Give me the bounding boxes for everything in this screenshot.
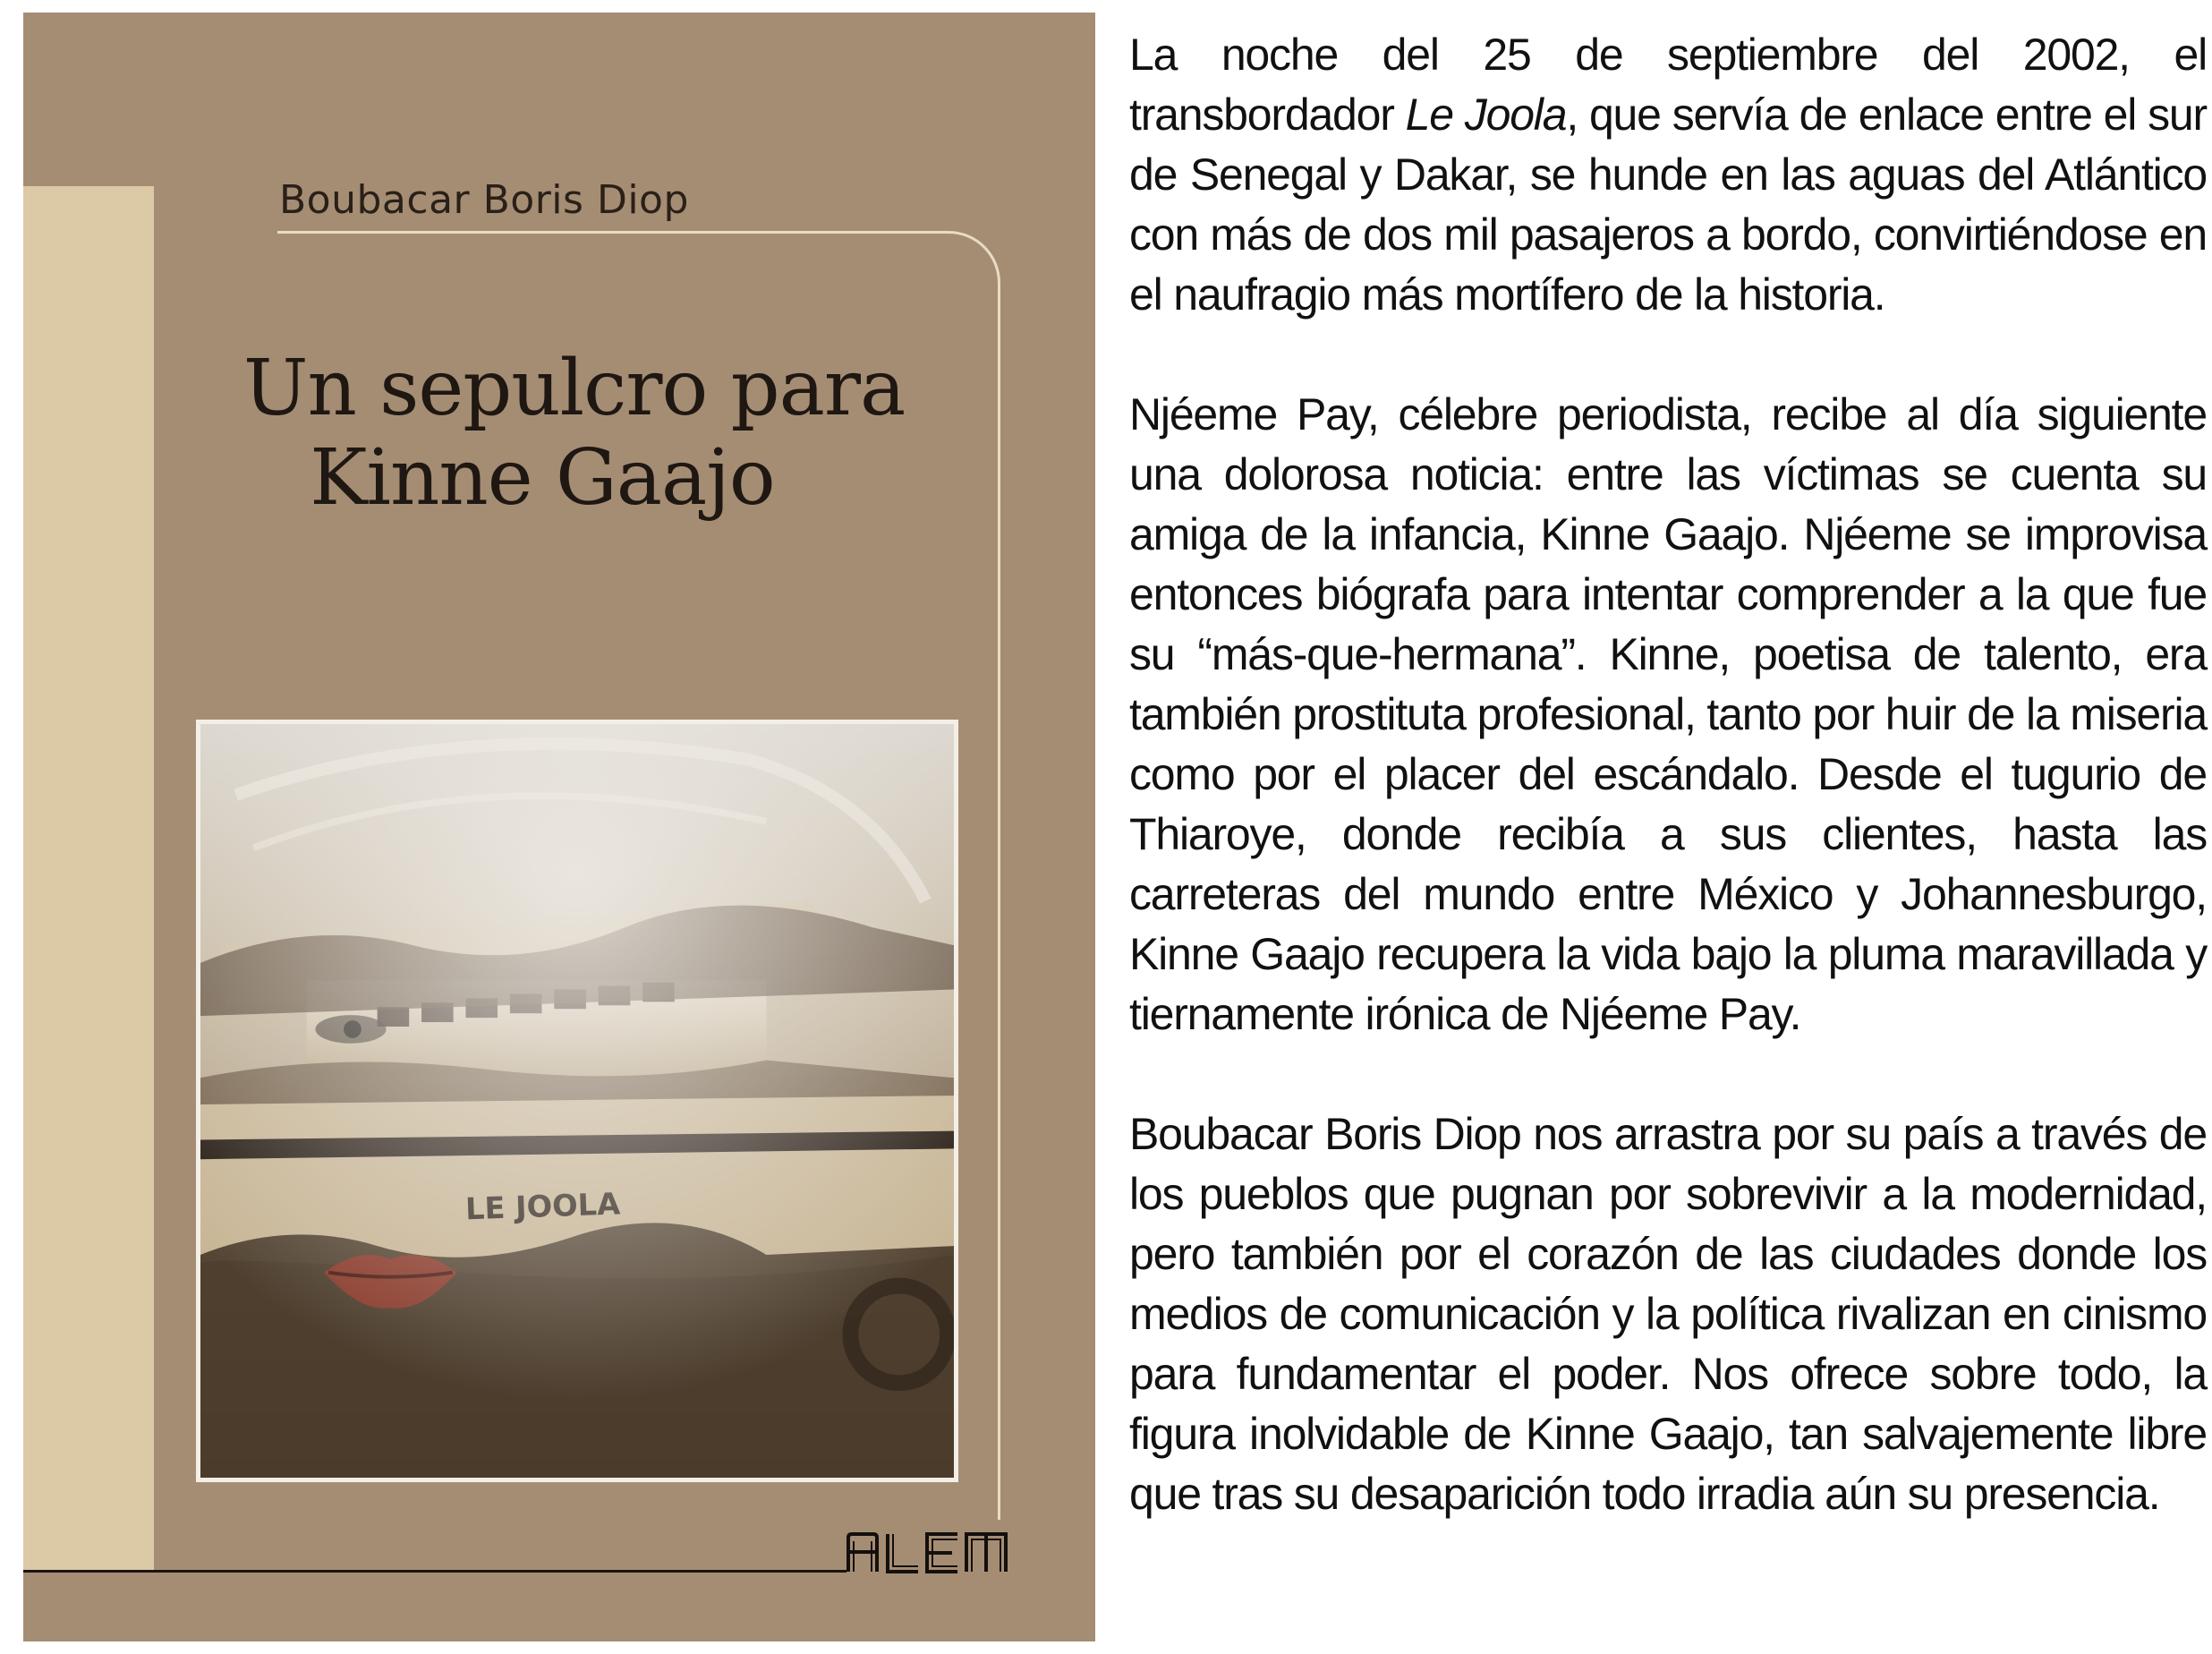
publisher-logo xyxy=(845,1530,1009,1575)
cover-title xyxy=(243,344,906,523)
ferry-collage-image xyxy=(200,724,954,1478)
blurb-paragraph-1 xyxy=(1129,25,2207,325)
blurb-paragraph-2: Njéeme Pay, célebre periodista, recibe al día siguiente una dolorosa noticia: entre las víctimas se cuenta su amiga de la infancia, Kinne Gaajo. Njéeme se improvisa entonces biógrafa para intentar comprender a la que fue su “más-que-hermana”. Kinne, poetisa de talento, era también prostituta profesional, tanto por huir de la miseria como por el placer del escándalo. Desde el tugurio de Thiaroye, donde recibía a sus clientes, hasta las carreteras del mundo entre México y Johannesburgo, Kinne Gaajo recupera la vida bajo la pluma maravillada y tiernamente irónica de Njéeme Pay. xyxy=(1129,389,2207,1039)
alem-logo-icon xyxy=(845,1530,1009,1575)
cover-spine-strip xyxy=(23,186,154,1570)
cover-baseline xyxy=(23,1570,847,1573)
cover-illustration xyxy=(196,720,958,1482)
ship-name-italic: Le Joola xyxy=(1405,90,1567,140)
blurb-paragraph-1-part-2: , que servía de enlace entre el sur de Senegal y Dakar, se hunde en las aguas del Atlántico con más de dos mil pasajeros a bordo, convirtiéndose en el naufragio más mortífero de la historia. xyxy=(1129,90,2207,320)
cover-author: Boubacar Boris Diop xyxy=(279,177,689,223)
book-cover xyxy=(23,13,1095,1641)
cover-title-line-2: Kinne Gaajo xyxy=(310,433,775,523)
cover-title-line-1: Un sepulcro para xyxy=(243,344,906,433)
blurb-paragraph-1-part-1: La noche del 25 de septiembre del 2002, el transbordador xyxy=(1129,30,2207,140)
blurb-paragraph-3: Boubacar Boris Diop nos arrastra por su país a través de los pueblos que pugnan por sobrevivir a la modernidad, pero también por el corazón de las ciudades donde los medios de comunicación y la política rivalizan en cinismo para fundamentar el poder. Nos ofrece sobre todo, la figura inolvidable de Kinne Gaajo, tan salvajemente libre que tras su desaparición todo irradia aún su presencia. xyxy=(1129,1109,2207,1519)
back-cover-blurb xyxy=(1129,25,2207,1524)
